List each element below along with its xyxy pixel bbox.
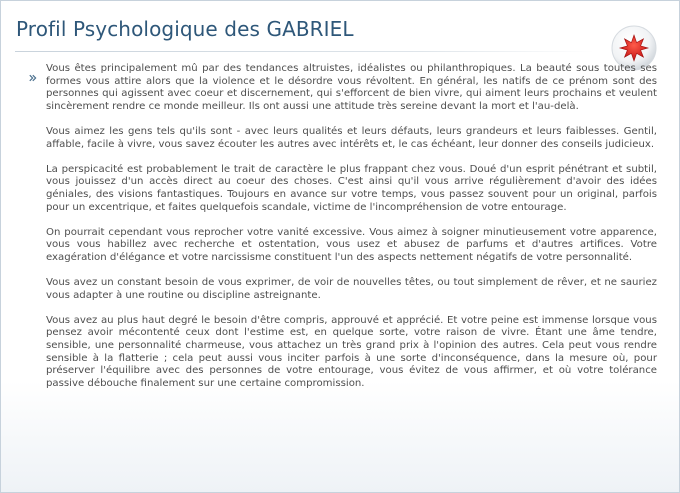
- paragraph-altruism: Vous êtes principalement mû par des tendances altruistes, idéalistes ou philanthropiques. La beauté sous toutes ses formes vous attire alors que la violence et le désordre vous révoltent. En général, les natifs de ce prénom sont des personnes qui agissent avec coeur et discernement, qui s'efforcent de bien vivre, qui aiment leurs prochains et veulent sincèrement rendre ce monde meilleur. Ils ont aussi une attitude très sereine devant la mort et l'au-delà.: [46, 63, 657, 112]
- title-divider: [15, 51, 595, 52]
- page-title: Profil Psychologique des GABRIEL: [16, 17, 354, 41]
- double-chevron-right-icon: [29, 67, 37, 75]
- paragraph-vanity: On pourrait cependant vous reprocher votre vanité excessive. Vous aimez à soigner minutieusement votre apparence, vous vous habillez avec recherche et ostentation, vous usez et abusez de parfums et d'autres artifices. Votre exagération d'élégance et votre narcissisme constituent l'un des aspects nettement négatifs de votre personnalité.: [46, 226, 657, 263]
- paragraph-acceptance: Vous aimez les gens tels qu'ils sont - avec leurs qualités et leurs défauts, leurs grandeurs et leurs faiblesses. Gentil, affable, facile à vivre, vous savez écouter les autres avec intérêts et, le cas échéant, leur donner des conseils judicieux.: [46, 125, 657, 150]
- paragraph-perspicacity: La perspicacité est probablement le trait de caractère le plus frappant chez vous. Doué d'un esprit pénétrant et subtil, vous jouissez d'un accès direct au coeur des choses. C'est ainsi qu'il vous arrive régulièrement d'avoir des idées géniales, des visions fantastiques. Toujours en avance sur votre temps, vous passez souvent pour un original, parfois pour un excentrique, et faites quelquefois scandale, victime de l'incompréhension de votre entourage.: [46, 163, 657, 213]
- paragraph-approval: Vous avez au plus haut degré le besoin d'être compris, approuvé et apprécié. Et votre peine est immense lorsque vous pensez avoir mécontenté ceux dont l'estime est, en quelque sorte, votre raison de vivre. Étant une âme tendre, sensible, une personnalité charmeuse, vous attachez un très grand prix à l'opinion des autres. Cela peut vous rendre sensible à la flatterie ; cela peut aussi vous inciter parfois à une sorte d'inconséquence, dans la mesure où, pour préserver l'équilibre avec des personnes de votre entourage, vous évitez de vous affirmer, et où votre tolérance passive débouche finalement sur une certaine compromission.: [46, 314, 657, 389]
- profile-text: [46, 63, 657, 403]
- double-chevron-right-icon-graphic: [29, 74, 37, 82]
- paragraph-expression: Vous avez un constant besoin de vous exprimer, de voir de nouvelles têtes, ou tout simplement de rêver, et ne sauriez vous adapter à une routine ou discipline astreignante.: [46, 277, 657, 301]
